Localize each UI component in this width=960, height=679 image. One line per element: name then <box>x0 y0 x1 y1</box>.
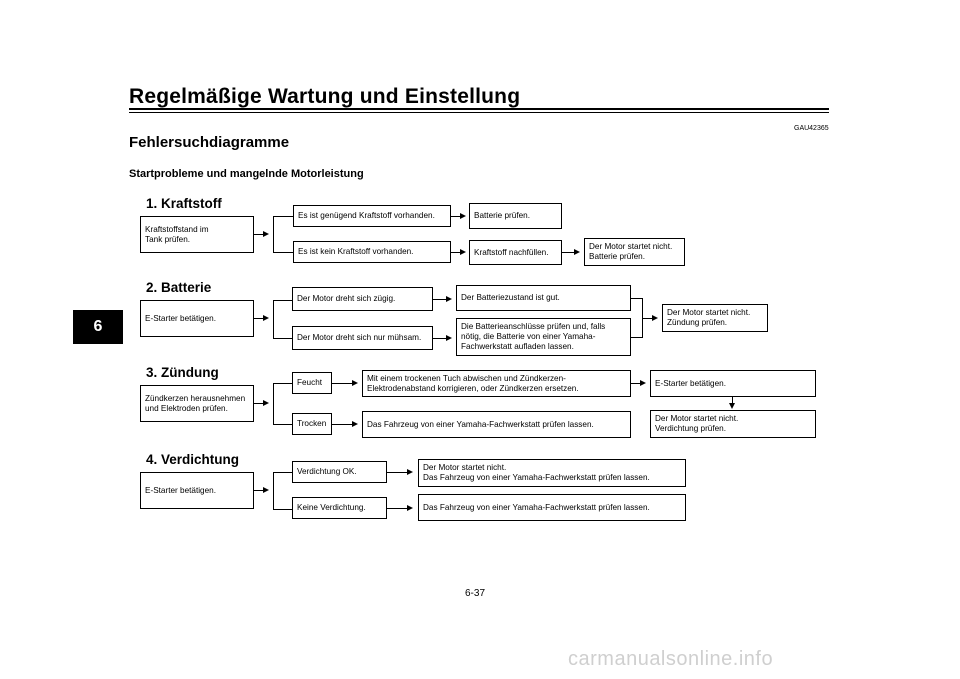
arrow-icon <box>407 505 413 511</box>
connector <box>254 318 263 319</box>
section-subheading: Startprobleme und mangelnde Motorleistung <box>129 168 364 180</box>
arrow-icon <box>263 231 269 237</box>
zuendung-title: 3. Zündung <box>146 365 219 380</box>
verdichtung-ok-next-box: Der Motor startet nicht. Das Fahrzeug von einer Yamaha-Fachwerkstatt prüfen lassen. <box>418 459 686 487</box>
batterie-title: 2. Batterie <box>146 280 212 295</box>
connector <box>254 403 263 404</box>
connector <box>562 252 574 253</box>
arrow-icon <box>460 249 466 255</box>
connector <box>273 216 293 217</box>
connector <box>433 338 446 339</box>
connector <box>273 300 293 301</box>
arrow-icon <box>352 380 358 386</box>
connector <box>254 234 263 235</box>
connector <box>631 383 640 384</box>
connector <box>273 472 274 510</box>
verdichtung-start-box: E-Starter betätigen. <box>140 472 254 509</box>
kraftstoff-no-next-box: Kraftstoff nachfüllen. <box>469 240 562 265</box>
zuendung-wet-next-box: Mit einem trockenen Tuch abwischen und Zündkerzen- Elektrodenabstand korrigieren, oder Zündkerzen ersetzen. <box>362 370 631 397</box>
connector <box>631 337 642 338</box>
title-rule <box>129 108 829 110</box>
section-heading: Fehlersuchdiagramme <box>129 134 290 151</box>
connector <box>451 216 460 217</box>
connector <box>642 318 652 319</box>
arrow-down-icon <box>729 403 735 409</box>
zuendung-wet-box: Feucht <box>292 372 332 394</box>
batterie-b-next-box: Die Batterieanschlüsse prüfen und, falls nötig, die Batterie von einer Yamaha- Fachwerkstatt aufladen lassen. <box>456 318 631 356</box>
document-code: GAU42365 <box>794 125 829 132</box>
batterie-start-box: E-Starter betätigen. <box>140 300 254 337</box>
arrow-icon <box>652 315 658 321</box>
connector <box>273 383 293 384</box>
batterie-a-box: Der Motor dreht sich zügig. <box>292 287 433 311</box>
connector <box>273 472 293 473</box>
connector <box>273 338 293 339</box>
zuendung-dry-box: Trocken <box>292 413 332 435</box>
zuendung-wet-result-box: E-Starter betätigen. <box>650 370 816 397</box>
connector <box>451 252 460 253</box>
arrow-icon <box>640 380 646 386</box>
connector <box>254 490 263 491</box>
arrow-icon <box>263 487 269 493</box>
zuendung-final-box: Der Motor startet nicht. Verdichtung prüfen. <box>650 410 816 438</box>
connector <box>332 383 352 384</box>
title-rule-thin <box>129 112 829 113</box>
connector <box>387 472 407 473</box>
arrow-icon <box>263 400 269 406</box>
kraftstoff-title: 1. Kraftstoff <box>146 196 222 211</box>
connector <box>273 424 293 425</box>
kraftstoff-no-box: Es ist kein Kraftstoff vorhanden. <box>293 241 451 263</box>
kraftstoff-result-box: Der Motor startet nicht. Batterie prüfen. <box>584 238 685 266</box>
arrow-icon <box>263 315 269 321</box>
connector <box>387 508 407 509</box>
connector <box>273 383 274 425</box>
chapter-tab: 6 <box>73 310 123 344</box>
zuendung-dry-next-box: Das Fahrzeug von einer Yamaha-Fachwerkstatt prüfen lassen. <box>362 411 631 438</box>
arrow-icon <box>407 469 413 475</box>
connector <box>631 298 642 299</box>
verdichtung-ok-box: Verdichtung OK. <box>292 461 387 483</box>
page-number: 6-37 <box>465 588 486 599</box>
connector <box>273 300 274 339</box>
connector <box>332 424 352 425</box>
arrow-icon <box>574 249 580 255</box>
arrow-icon <box>446 335 452 341</box>
connector <box>433 299 446 300</box>
connector <box>273 252 293 253</box>
kraftstoff-yes-box: Es ist genügend Kraftstoff vorhanden. <box>293 205 451 227</box>
kraftstoff-yes-next-box: Batterie prüfen. <box>469 203 562 229</box>
arrow-icon <box>460 213 466 219</box>
connector <box>273 216 274 253</box>
connector <box>273 509 293 510</box>
batterie-b-box: Der Motor dreht sich nur mühsam. <box>292 326 433 350</box>
batterie-a-next-box: Der Batteriezustand ist gut. <box>456 285 631 311</box>
watermark: carmanualsonline.info <box>568 648 774 670</box>
kraftstoff-start-box: Kraftstoffstand im Tank prüfen. <box>140 216 254 253</box>
verdichtung-title: 4. Verdichtung <box>146 452 240 467</box>
arrow-icon <box>446 296 452 302</box>
batterie-result-box: Der Motor startet nicht. Zündung prüfen. <box>662 304 768 332</box>
verdichtung-bad-next-box: Das Fahrzeug von einer Yamaha-Fachwerkstatt prüfen lassen. <box>418 494 686 521</box>
zuendung-start-box: Zündkerzen herausnehmen und Elektroden prüfen. <box>140 385 254 422</box>
page-title: Regelmäßige Wartung und Einstellung <box>129 85 521 108</box>
arrow-icon <box>352 421 358 427</box>
verdichtung-bad-box: Keine Verdichtung. <box>292 497 387 519</box>
